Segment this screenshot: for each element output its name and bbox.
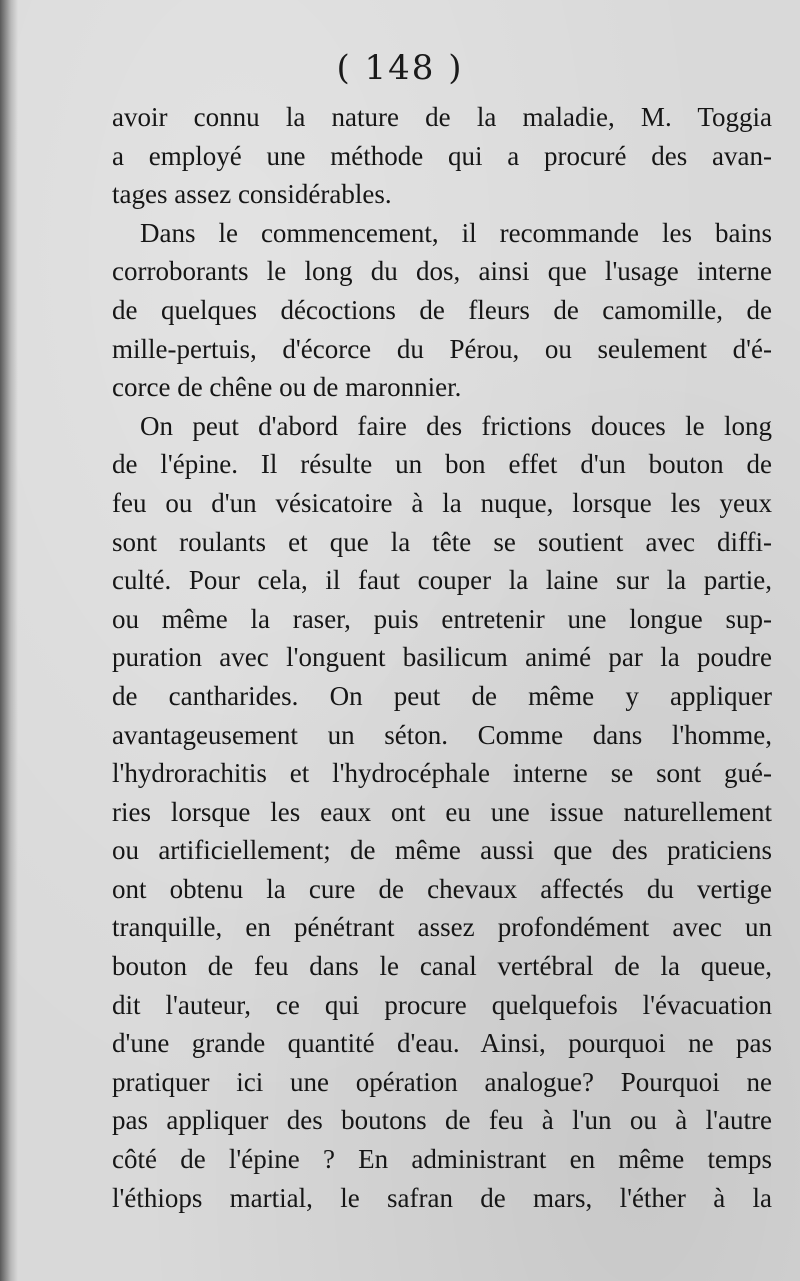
text-line: avoir connu la nature de la maladie, M. Toggia: [112, 102, 772, 132]
text-line: l'éthiops martial, le safran de mars, l'éther à la: [112, 1182, 772, 1213]
text-line: culté. Pour cela, il faut couper la laine sur la partie,: [112, 565, 772, 596]
text-line: tranquille, en pénétrant assez profondément avec un: [112, 912, 772, 943]
text-line: puration avec l'onguent basilicum animé par la poudre: [112, 642, 772, 673]
text-line: ries lorsque les eaux ont eu une issue naturellement: [112, 796, 772, 827]
text-line: tages assez considérables.: [112, 179, 392, 210]
text-line: de cantharides. On peut de même y appliquer: [112, 680, 772, 711]
text-line: pas appliquer des boutons de feu à l'un ou à l'autre: [112, 1105, 772, 1136]
text-line: ont obtenu la cure de chevaux affectés du vertige: [112, 873, 772, 904]
text-line: l'hydrorachitis et l'hydrocéphale interne se sont gué-: [112, 758, 772, 789]
page-number: ( 148 ): [336, 48, 464, 88]
text-line: pratiquer ici une opération analogue? Pourquoi ne: [112, 1066, 772, 1097]
text-line: ou même la raser, puis entretenir une longue sup-: [112, 603, 772, 634]
text-line: Dans le commencement, il recommande les bains: [140, 217, 772, 248]
text-line: mille-pertuis, d'écorce du Pérou, ou seulement d'é-: [112, 333, 772, 364]
body-text: [112, 98, 772, 1217]
text-line: avantageusement un séton. Comme dans l'homme,: [112, 719, 772, 750]
text-line: corce de chêne ou de maronnier.: [112, 372, 462, 403]
text-line: On peut d'abord faire des frictions douces le long: [140, 410, 772, 441]
text-line: sont roulants et que la tête se soutient avec diffi-: [112, 526, 772, 557]
text-line: bouton de feu dans le canal vertébral de la queue,: [112, 951, 772, 982]
text-line: côté de l'épine ? En administrant en même temps: [112, 1144, 772, 1175]
text-line: feu ou d'un vésicatoire à la nuque, lorsque les yeux: [112, 487, 772, 518]
text-line: corroborants le long du dos, ainsi que l'usage interne: [112, 256, 772, 287]
text-line: d'une grande quantité d'eau. Ainsi, pourquoi ne pas: [112, 1028, 772, 1059]
text-line: de l'épine. Il résulte un bon effet d'un bouton de: [112, 449, 772, 480]
page-spine-shadow: [0, 0, 18, 1281]
text-line: de quelques décoctions de fleurs de camomille, de: [112, 294, 772, 325]
text-line: ou artificiellement; de même aussi que des praticiens: [112, 835, 772, 866]
text-line: dit l'auteur, ce qui procure quelquefois l'évacuation: [112, 989, 772, 1020]
text-line: a employé une méthode qui a procuré des avan-: [112, 140, 772, 171]
